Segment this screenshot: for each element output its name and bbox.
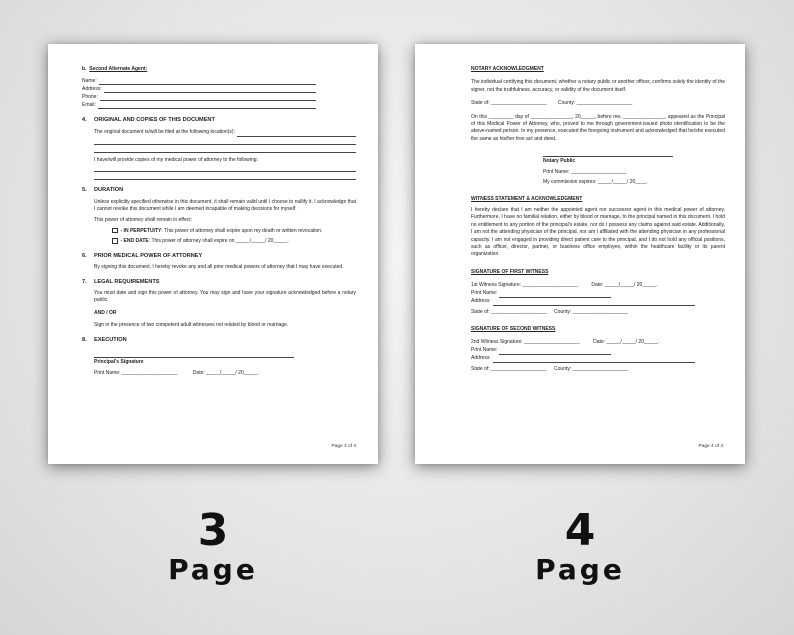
address-label: Address: <box>471 298 491 305</box>
notary-statement: On this _________ day of _______________, 20_____, before me, _______________, appeared as the Principal of this Medical Power of Attorney, who, proved to me through government-issued photo identification to be the above-named person. In my presence, executed the foregoing instrument and acknowledged that he/she executed the same as his/her free act and deed. <box>471 113 725 142</box>
first-witness-state-field[interactable]: State of: ____________________ <box>471 308 547 315</box>
field-label: Address: <box>82 86 102 92</box>
witness-heading: WITNESS STATEMENT & ACKNOWLEDGMENT <box>471 196 583 203</box>
document-page-4 <box>415 44 745 464</box>
date-field[interactable]: Date: _____/_____/ 20_____. <box>192 370 259 377</box>
second-witness-address[interactable] <box>471 355 725 363</box>
notary-public-label: Notary Public <box>543 158 576 165</box>
section-title: EXECUTION <box>94 336 127 343</box>
option-title: - END DATE <box>120 238 149 245</box>
notary-print-name-field[interactable]: Print Name: ____________________ <box>543 168 627 175</box>
filing-location-label: The original document is/will be filed at the following location(s): <box>94 129 235 136</box>
page-number: Page 4 of 4 <box>698 443 723 449</box>
state-field[interactable]: State of: ____________________ <box>471 100 547 107</box>
field-label: Phone: <box>82 94 98 100</box>
section-5-heading <box>82 187 356 194</box>
witness-requirement-paragraph: Sign in the presence of two competent adult witnesses not related by blood or marriage. <box>94 322 289 329</box>
revoke-paragraph: By signing this document, I hereby revoke any and all prior medical powers of attorney that I may have executed. <box>94 264 344 271</box>
second-agent-title: Second Alternate Agent: <box>89 66 148 72</box>
notary-signature-line[interactable] <box>543 149 673 157</box>
print-name-label: Print Name: <box>471 347 498 354</box>
principal-signature-label: Principal's Signature <box>94 359 144 366</box>
effect-label: This power of attorney shall remain in effect: <box>94 217 193 224</box>
principal-signature-line[interactable] <box>94 350 294 358</box>
and-or-label: AND / OR <box>94 309 117 316</box>
second-witness-print-name[interactable] <box>471 347 611 355</box>
agent-name-field[interactable] <box>82 77 356 85</box>
section-6-heading <box>82 253 356 260</box>
option-title: - IN PERPETUITY <box>120 227 162 234</box>
second-witness-signature-field[interactable]: 2nd Witness Signature: ____________________ <box>471 339 580 346</box>
first-witness-address[interactable] <box>471 298 725 306</box>
page-number: Page 3 of 4 <box>331 443 356 449</box>
first-witness-date-field[interactable]: Date: _____/_____/ 20_____. <box>591 282 658 289</box>
second-agent-heading <box>82 66 356 73</box>
section-number: 7. <box>82 278 87 285</box>
second-witness-state-field[interactable]: State of: ____________________ <box>471 365 547 372</box>
section-4-heading <box>82 117 356 124</box>
checkbox-icon[interactable] <box>112 238 118 244</box>
agent-phone-field[interactable] <box>82 93 356 101</box>
filing-location-line[interactable] <box>94 137 356 145</box>
filing-location-line[interactable] <box>94 145 356 153</box>
second-agent-letter: b. <box>82 66 87 72</box>
caption-number: 3 <box>197 505 229 556</box>
caption-page-3 <box>163 505 263 586</box>
checkbox-icon[interactable] <box>112 228 118 234</box>
notary-paragraph: The individual certifying this document, whether a notary public or another officer, confirms solely the identity of the signer, not the truthfulness, accuracy, or validity of the document itself. <box>471 79 725 93</box>
commission-expiry-field[interactable]: My commission expires: _____/_____/ 20____. <box>543 179 648 186</box>
second-witness-heading: SIGNATURE OF SECOND WITNESS <box>471 325 556 332</box>
duration-paragraph: Unless explicitly specified otherwise in this document, it shall remain valid until I choose to nullify it. I acknowledge that I cannot revoke this document while I am deemed incapable of making decisions for myself. <box>94 198 356 213</box>
county-field[interactable]: County: ____________________ <box>558 100 633 107</box>
print-name-label: Print Name: <box>471 290 498 297</box>
section-number: 4. <box>82 117 87 124</box>
witness-paragraph: I hereby declare that I am neither the appointed agent nor successor agent in this medical power of attorney. Furthermore, I have no familial relation, either by blood or marriage, to the principal named in this document. I hold no entitlement to any portion of the principal's estate, nor do I possess any claims against said estate. Additionally, I am not the attending physician of the principal, nor am I affiliated with the attending physician in any professional capacity. I am not engaged in providing direct patient care to the principal, and I do not hold any official positions, such as officer, director, partner, or business office employee, within the healthcare facility or its parent organization. <box>471 206 725 258</box>
second-witness-date-field[interactable]: Date: _____/_____/ 20_____. <box>593 339 660 346</box>
option-text: : This power of attorney shall expire on _____/_____/ 20_____. <box>148 238 289 245</box>
first-witness-heading: SIGNATURE OF FIRST WITNESS <box>471 268 549 275</box>
agent-address-field[interactable] <box>82 85 356 93</box>
caption-number: 4 <box>564 505 596 556</box>
option-text: : This power of attorney shall expire upon my death or written revocation. <box>161 227 323 234</box>
caption-page-4 <box>530 505 630 586</box>
copies-line[interactable] <box>94 172 356 180</box>
address-label: Address: <box>471 355 491 362</box>
print-name-field[interactable]: Print Name: ____________________ <box>94 370 178 377</box>
first-witness-signature-field[interactable]: 1st Witness Signature: ____________________ <box>471 282 579 289</box>
notary-heading: NOTARY ACKNOWLEDGMENT <box>471 66 544 72</box>
section-title: DURATION <box>94 187 124 194</box>
caption-word: Page <box>535 553 625 586</box>
section-number: 6. <box>82 252 87 259</box>
option-perpetuity[interactable] <box>112 228 356 235</box>
document-page-3 <box>48 44 378 464</box>
filing-location-field[interactable] <box>94 129 356 137</box>
field-label: Email: <box>82 102 96 108</box>
agent-email-field[interactable] <box>82 101 356 109</box>
section-number: 5. <box>82 187 87 194</box>
section-title: ORIGINAL AND COPIES OF THIS DOCUMENT <box>94 117 215 124</box>
option-end-date[interactable] <box>112 238 356 245</box>
copies-line[interactable] <box>94 164 356 172</box>
section-8-heading <box>82 337 356 344</box>
caption-word: Page <box>168 553 258 586</box>
legal-paragraph: You must date and sign this power of attorney. You may sign and have your signature acknowledged before a notary public: <box>94 290 356 304</box>
first-witness-county-field[interactable]: County: ____________________ <box>554 308 629 315</box>
section-title: LEGAL REQUIREMENTS <box>94 278 160 285</box>
field-label: Name: <box>82 78 97 84</box>
second-witness-county-field[interactable]: County: ____________________ <box>554 365 629 372</box>
copies-label: I have/will provide copies of my medical power of attorney to the following: <box>94 156 258 163</box>
first-witness-print-name[interactable] <box>471 290 611 298</box>
section-7-heading <box>82 279 356 286</box>
section-number: 8. <box>82 336 87 343</box>
section-title: PRIOR MEDICAL POWER OF ATTORNEY <box>94 252 203 259</box>
